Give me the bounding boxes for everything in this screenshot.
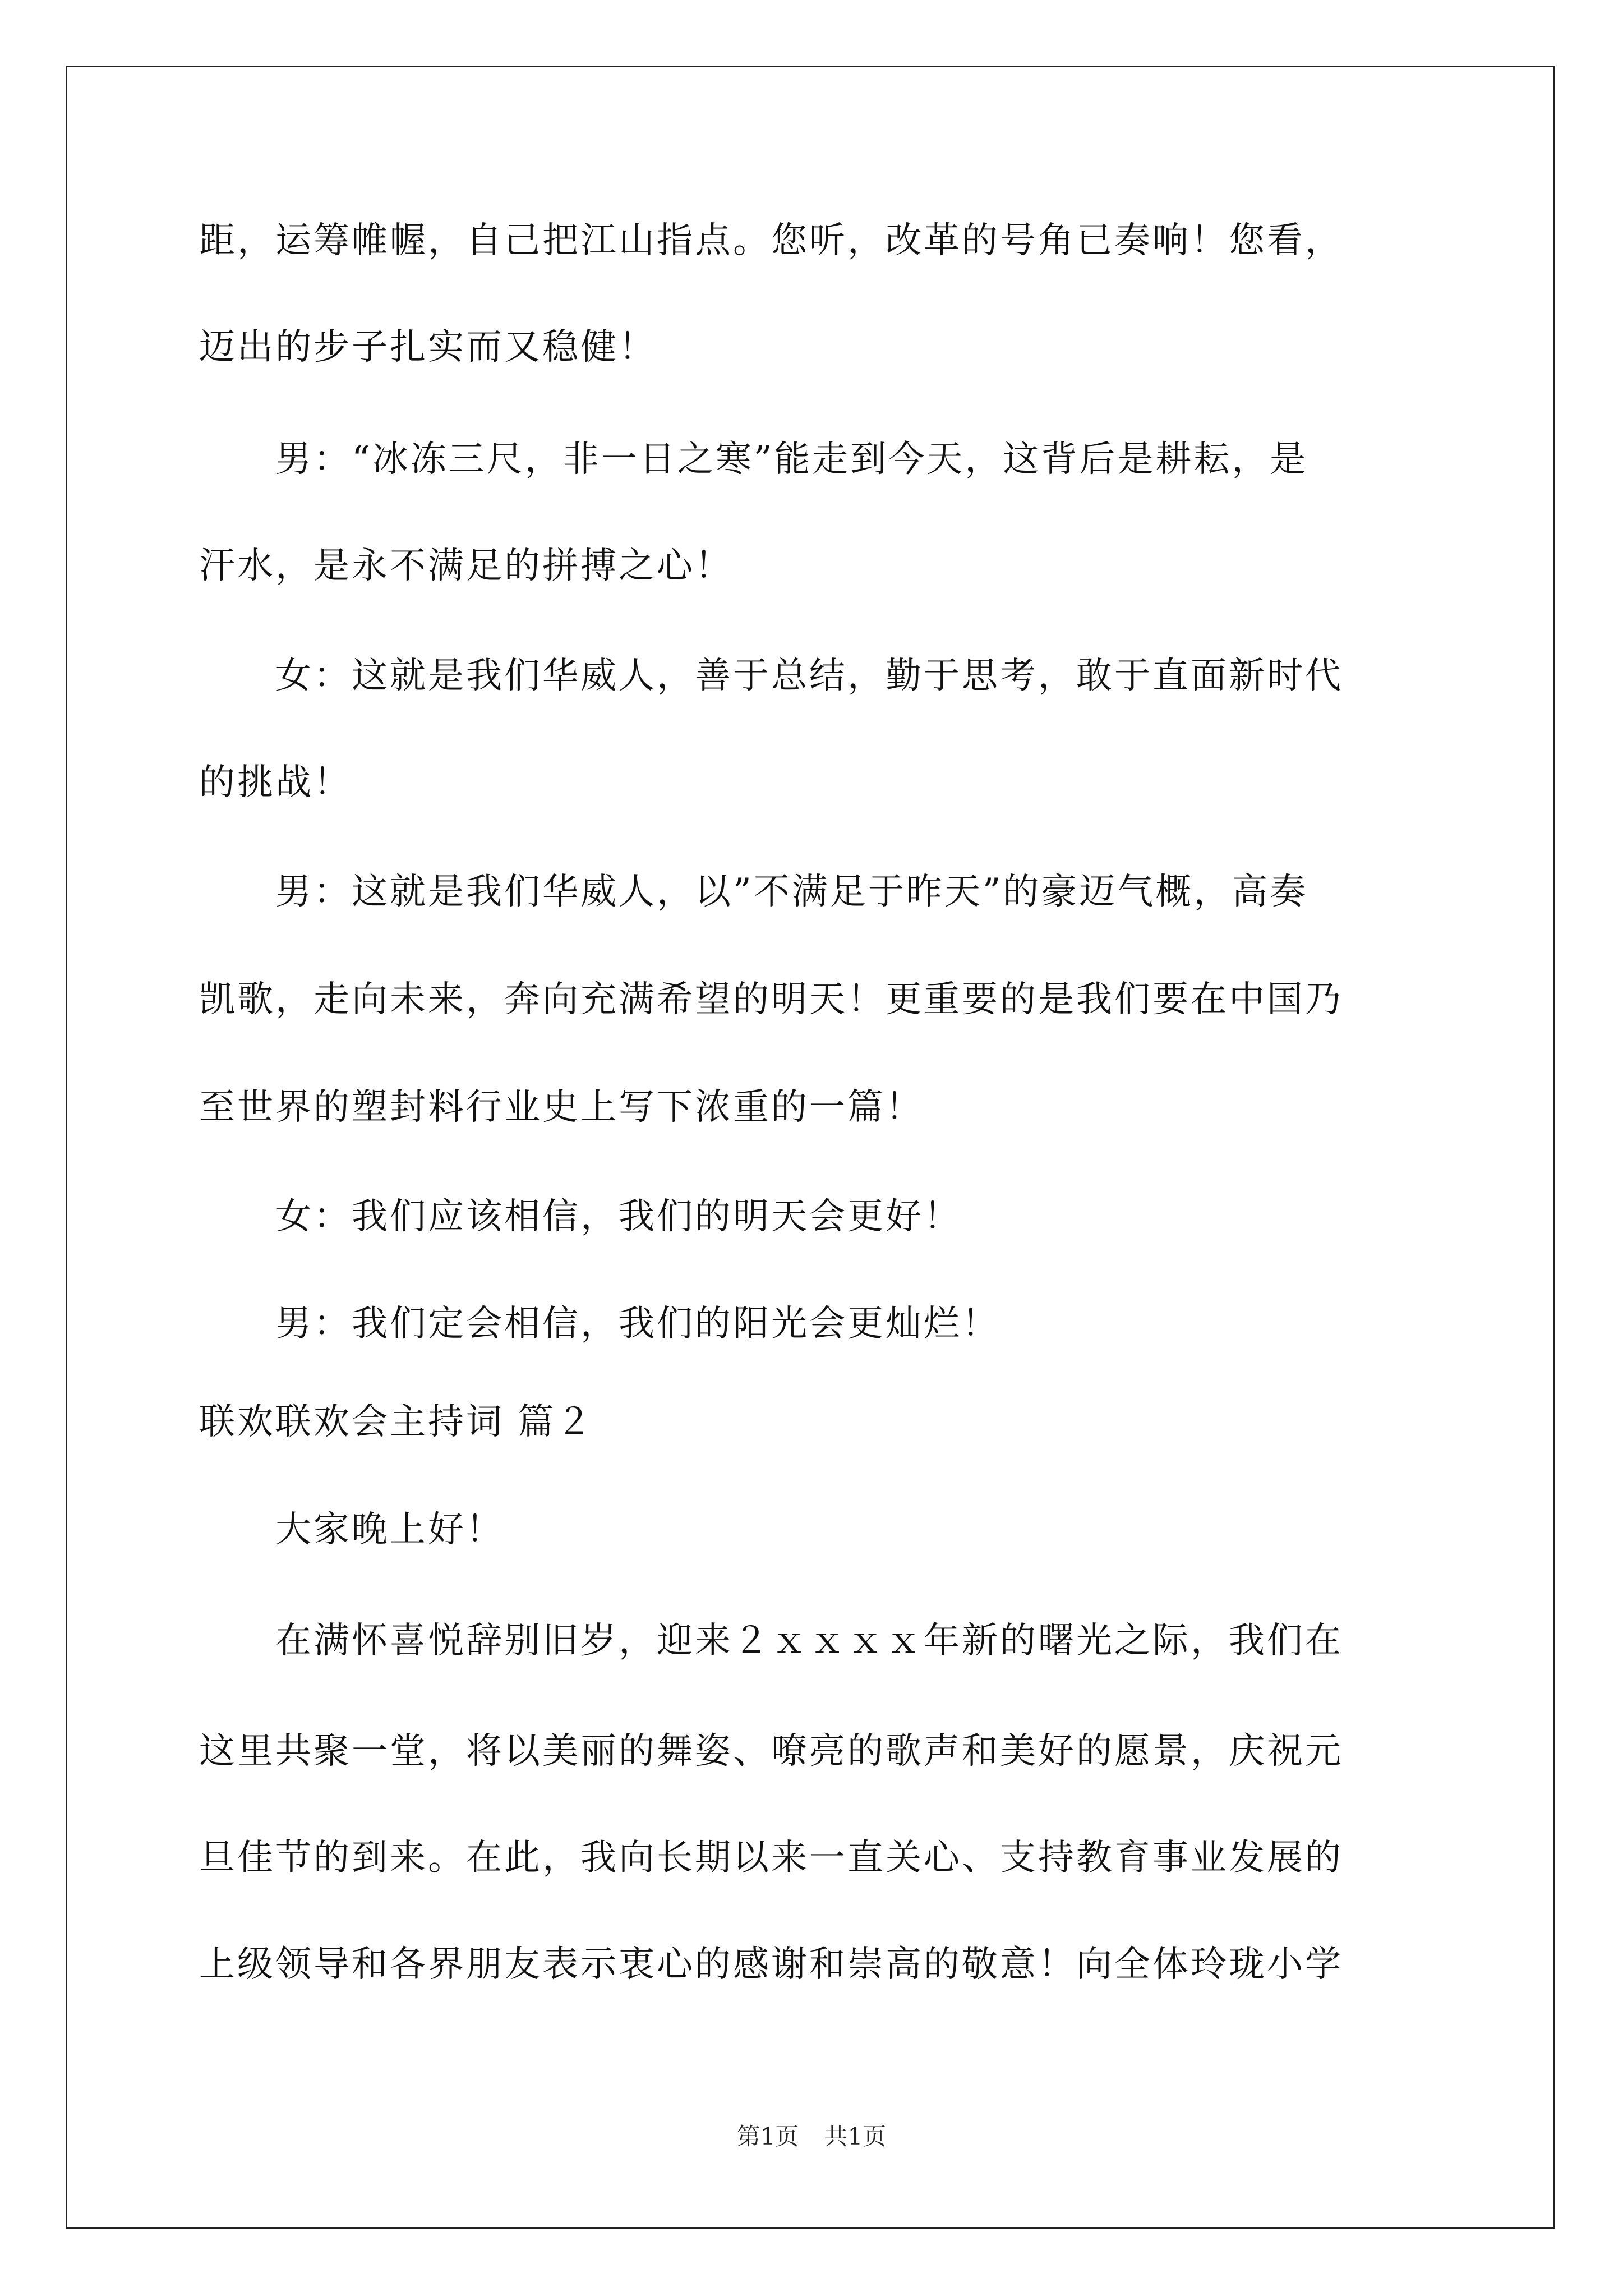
page-border (66, 66, 1555, 2229)
text-line-3: 男：“冰冻三尺，非一日之寒”能走到今天，这背后是耕耘，是 (199, 439, 1308, 480)
text-line-9: 至世界的塑封料行业史上写下浓重的一篇！ (199, 1087, 924, 1128)
text-line-8: 凯歌，走向未来，奔向充满希望的明天！更重要的是我们要在中国乃 (199, 979, 1343, 1020)
text-line-17: 上级领导和各界朋友表示衷心的感谢和崇高的敬意！向全体玲珑小学 (199, 1944, 1343, 1985)
text-line-11: 男：我们定会相信，我们的阳光会更灿烂！ (199, 1303, 1000, 1345)
text-line-10: 女：我们应该相信，我们的明天会更好！ (199, 1196, 962, 1237)
text-line-5: 女：这就是我们华威人，善于总结，勤于思考，敢于直面新时代 (199, 655, 1343, 697)
section-heading: 联欢联欢会主持词 篇２ (199, 1401, 594, 1443)
text-line-2: 迈出的步子扎实而又稳健！ (199, 326, 657, 368)
page-total: 共1页 (824, 2123, 887, 2150)
page-footer (0, 2123, 1623, 2150)
text-line-7: 男：这就是我们华威人，以”不满足于昨天”的豪迈气概，高奏 (199, 871, 1308, 913)
text-line-15: 这里共聚一堂，将以美丽的舞姿、嘹亮的歌声和美好的愿景，庆祝元 (199, 1731, 1343, 1772)
text-line-6: 的挑战！ (199, 762, 352, 803)
page-number: 第1页 (736, 2123, 799, 2150)
text-line-13: 大家晚上好！ (199, 1509, 504, 1550)
text-line-4: 汗水，是永不满足的拼搏之心！ (199, 545, 733, 587)
text-line-1: 距，运筹帷幄，自己把江山指点。您听，改革的号角已奏响！您看， (199, 220, 1343, 261)
text-line-16: 旦佳节的到来。在此，我向长期以来一直关心、支持教育事业发展的 (199, 1837, 1343, 1879)
text-line-14: 在满怀喜悦辞别旧岁，迎来２ｘｘｘｘ年新的曙光之际，我们在 (199, 1620, 1343, 1662)
